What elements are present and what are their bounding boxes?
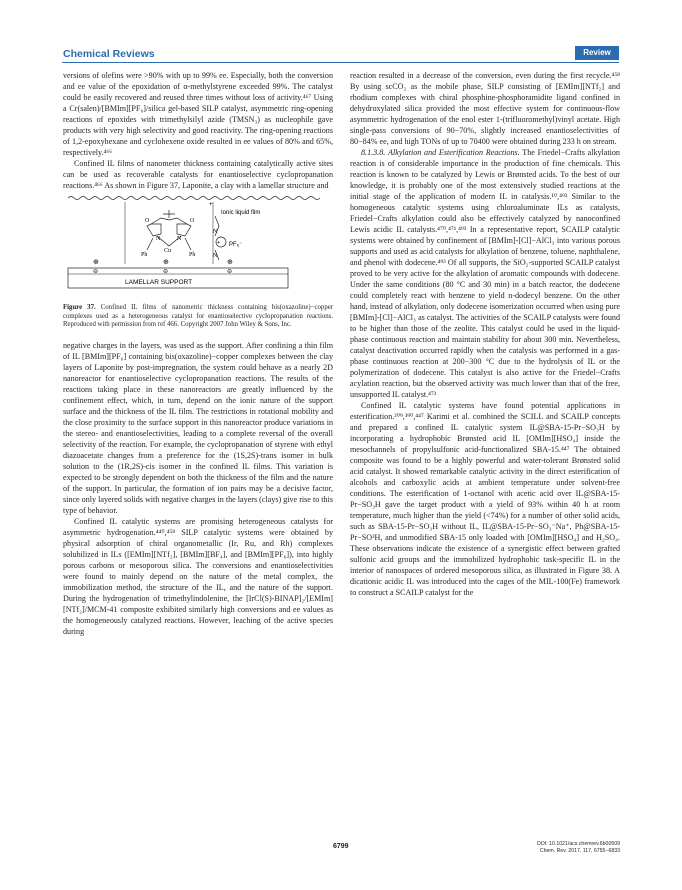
right-paragraph-2: The Friedel−Crafts alkylation reaction is of considerable importance in the production of fine chemicals. This reaction is known to be catalyzed by Lewis or Brønsted acids. To the best of our knowledge, it is probably one of the most extensively studied reactions at the initial stage of the application of modern IL in catalysis.¹⁰,⁴⁹³ Similar to the homogeneous catalytic systems using chloroaluminate ILs as catalysts, Friedel−Crafts alkylation could also be effectively catalyzed by nanoconfined Lewis acidic IL catalysts.⁴⁷⁰,⁴⁷¹,⁴⁹³ In a representative report, SCAILP catalytic systems were obtained by confinement of [BMIm]-[Cl]−AlCl₃ into various porous supports and used as acid catalysts for alkylation of benzene, toluene, naphthalene, and phenol with dodecene.⁴⁹³ Of all supports, the SiO₂-supported SCAILP catalyst proved to be very active for the alkylation of aromatic compounds with dodecene. Under the same conditions (80 °C and 30 min) in a batch reactor, the dodecene could completely react with benzene to yield n-dodecyl benzene. On the other hand, instead of alkylation, only dodecene isomerization occurred when using pure [BMIm]-[Cl]−AlCl₃ as catalyst. The activities of the SCAILP catalysts were found to be higher than those of the zeolite. This catalyst could be used in the liquid-phase continuous reaction and maintain stability for about 300 min. Nevertheless, catalyst deactivation occurred rapidly when the catalysis was performed in a gas-phase continuous reaction at 200−300 °C due to the hydrolysis of IL or the polymerization of dodecene. This catalyst is also active for the Friedel−Crafts acylation reaction, but the observed activity was much lower than that of the free, unsupported IL catalyst.⁴⁷³: [350, 148, 620, 399]
group-ph-right: Ph: [189, 252, 196, 258]
figure-37-diagram: [63, 194, 333, 294]
left-paragraph-2: Confined IL films of nanometer thickness containing catalytically active sites can be used as recoverable catalysts for enantioselective cyclopropanation reactions.⁴⁶⁶ As shown in Figure 37, Laponite, a clay with a lamellar structure and: [63, 159, 333, 190]
footer-citation: [537, 841, 620, 855]
right-paragraph-3: Confined IL catalytic systems have found potential applications in esterification.²⁰⁹,³⁹⁰,⁴⁴⁷ Karimi et al. combined the SCILL and SCAILP concepts and prepared a confined IL catalytic system IL@SBA-15-Pr−SO₃H by incorporating a hydrophobic Brønsted acid IL [OMIm][HSO₄] inside the mesochannels of propylsulfonic acid-functionalized SBA-15.⁴⁴⁷ The obtained composite was found to be a highly powerful and water-tolerant Brønsted solid acid catalyst. It showed remarkable catalytic activity in the direct esterification of alcohols and carboxylic acids at ambient temperature under solvent-free conditions. The esterification of 1-octanol with acetic acid over IL@SBA-15-Pr−SO₃H gave the target product with a yield of 93% within 40 h at room temperature, much higher than the yield (<74%) for a number of other solid acids, such as SBA-15-Pr−SO₃H without IL, IL@SBA-15-Pr−SO₃⁻Na⁺, Ph@SBA-15-Pr−SO³H, and unmodified SBA-15 only loaded with [OMIm][HSO₄] and H₂SO₄. These observations indicate the existence of a synergistic effect between grafted sulfonic acid groups and the immobilized hydrophobic task-specific IL in the interior of nanospaces of ordered mesoporous silica, as illustrated in Figure 38. A dicationic acidic IL was introduced into the cages of the MIL-100(Fe) framework to construct a SCAILP catalyst for the: [350, 401, 620, 597]
section-8-1-3-8: [350, 147, 620, 400]
left-column: [63, 70, 333, 637]
doi-link[interactable]: DOI: 10.1021/acs.chemrev.6b00509: [537, 841, 620, 847]
left-paragraph-4: Confined IL catalytic systems are promising heterogeneous catalysts for asymmetric hydrogenation.⁴⁴⁰,⁴⁵⁸ SILP catalytic systems were obtained by physical adsorption of chiral organometallic (Ir, Ru, and Rh) complexes solubilized in ILs ([EMIm][NTf₂], [BMIm][BF₄], and [BMIm][PF₆]), into highly porous carbons or mesoporous silica. The conversions and enantioselectivities were found to mainly depend on the nature of the metal complex, the immobilization method, the structure of the IL, and the nature of the support. During the hydrogenation of trimethylindolenine, the [IrCl(S)-BINAP]₂/[EMIm][NTf₂]/MCM-41 composite exhibited similarly high conversions and ee values as the homogeneously catalyzed reactions. However, leaching of the active species during: [63, 516, 333, 636]
charge-minus-3: ⊖: [227, 269, 233, 275]
film-plus-sign: +: [209, 202, 213, 208]
cation-charge: +: [217, 240, 221, 246]
left-paragraph-3: negative charges in the layers, was used as the support. After confining a thin film of IL [BMIm][PF₆] containing bis(oxazoline)−copper complexes between the clay layers of Laponite by post-impregnation, the system could behave as a nearly 2D nanoreactor for enantioselective cyclopropanation reactions. The results of the reactions taking place in these nanoreactors are greatly influenced by the confinement effect, which, in turn, depend on the ionic nature of the support surface and the thickness of the IL film. The restrictions in rotational mobility and the close proximity to the surface support in this nanoreactor produce variations in the stereo- and enantioselectivities, leading to a complete reversal of the overall selectivity of the reaction. For example, the cyclopropanation of styrene with ethyl diazoacetate changes from a preference for the (1S,2S)-trans isomer in bulk solution to the (1R,2S)-cis isomer in the confined IL films. This variation is expected to be strongly dependent on both the thickness of the film and the nature of the support. In particular, the formation of ion pairs may be a decisive factor, since only layered solids with negative charges in the layers (clays) give rise to this type of behavior.: [63, 340, 333, 515]
charge-minus-2: ⊖: [163, 269, 169, 275]
anion-pf6-label: PF₆⁻: [229, 242, 243, 248]
section-title: Alkylation and Esterification Reactions.: [388, 148, 520, 157]
charge-plus-3: ⊕: [227, 258, 233, 266]
ionic-liquid-film-label: Ionic liquid film: [221, 210, 261, 216]
left-paragraph-1: versions of olefins were >90% with up to 99% ee. Especially, both the conversion and ee value of the epoxidation of α-methylstyrene exceeded 99%. The catalyst could be easily recovered and reused three times without loss of activity.⁴⁶⁷ Using a Cr(salen)/[BMIm][PF₆]/silica gel-based SILP catalyst, asymmetric ring-opening reactions of epoxides with trimethylsilyl azide (TMSN₃) as nucleophile gave products with very high selectivity and good reactivity. The ring-opening reactions of 1,2-epoxyhexane and cyclohexene oxide resulted in ee values of 80% and 65%, respectively.⁴⁶⁶: [63, 71, 333, 157]
journal-citation: Chem. Rev. 2017, 117, 6755−6833: [539, 848, 620, 854]
figure-37-caption: [63, 304, 333, 330]
page-number: 6799: [333, 843, 349, 850]
atom-o-left: O: [145, 218, 150, 224]
article-type-badge: Review: [575, 46, 619, 60]
figure-37-caption-label: Figure 37.: [63, 304, 96, 311]
journal-title[interactable]: Chemical Reviews: [63, 48, 155, 60]
right-column: [350, 70, 620, 598]
charge-plus-1: ⊕: [93, 258, 99, 266]
atom-n-imidazole-bottom: N: [213, 253, 218, 259]
wavy-clay-top: [68, 197, 320, 200]
atom-n-imidazole-top: N: [213, 229, 218, 235]
charge-plus-2: ⊕: [163, 258, 169, 266]
box-ligand-structure: [147, 210, 191, 250]
section-number: 8.1.3.8.: [361, 148, 386, 157]
right-paragraph-1: reaction resulted in a decrease of the conversion, even during the first recycle.⁴⁵⁸ By using scCO₂ as the mobile phase, SILP consisting of [EMIm][NTf₂] and rhodium complexes with chiral phosphine-phosphoramidite ligand confined in dehydroxylated silica provided the most effective system for continuous-flow asymmetric hydrogenation of the enol ester 1-(trifluoromethyl)vinyl acetate. High single-pass conversions of 90−70%, slightly increased enantioselectivities of 80−84% ee, and high TONs of up to 70400 were obtained during 233 h on stream.: [350, 71, 620, 146]
header-rule: [62, 62, 619, 63]
figure-37-caption-text: Confined IL films of nanometric thickness containing bis(oxazoline)−copper complexes used as a heterogeneous catalyst for enantioselective cyclopropanation reactions. Reproduced with permission from ref 466. Copyright 2007 John Wiley & Sons, Inc.: [63, 304, 333, 329]
figure-37: [63, 194, 333, 294]
lamellar-support-label: LAMELLAR SUPPORT: [125, 279, 193, 286]
atom-n-left: N: [156, 236, 161, 242]
charge-minus-1: ⊖: [93, 269, 99, 275]
atom-o-right: O: [190, 218, 195, 224]
atom-n-right: N: [177, 236, 182, 242]
atom-cu: Cu: [164, 248, 172, 254]
group-ph-left: Ph: [141, 252, 148, 258]
